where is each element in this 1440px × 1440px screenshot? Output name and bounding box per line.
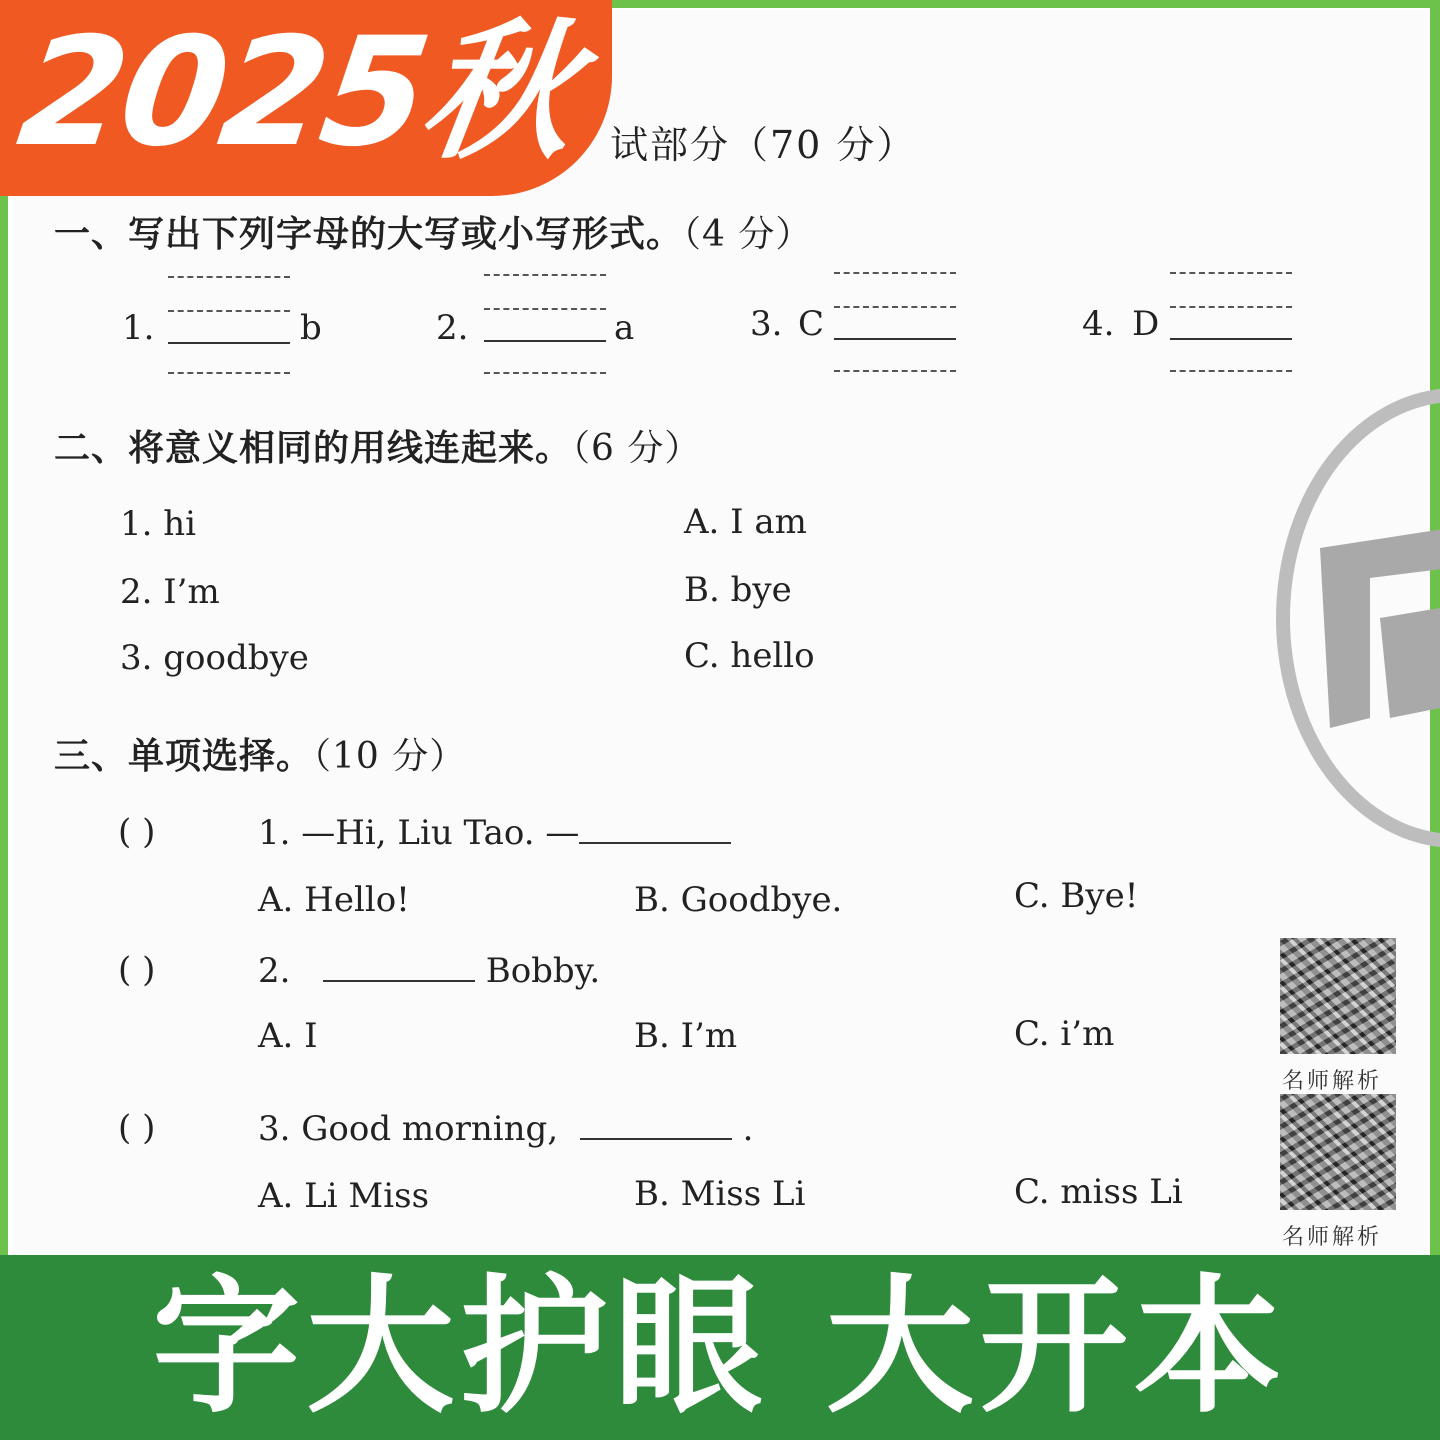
question-stem [258, 812, 731, 853]
option-b[interactable]: B. I’m [634, 1016, 738, 1056]
answer-line[interactable] [168, 342, 290, 344]
guide-line [1170, 370, 1292, 372]
guide-line [484, 372, 606, 374]
guide-line [484, 274, 606, 276]
item-number: 1. [122, 308, 155, 348]
guide-line [484, 308, 606, 310]
guide-line [834, 272, 956, 274]
item-number: 4. [1082, 304, 1115, 344]
option-c[interactable]: C. Bye! [1014, 876, 1139, 916]
stem-text-after: Bobby. [485, 951, 601, 991]
guide-line [168, 310, 290, 312]
promo-banner [0, 1255, 1440, 1440]
guide-line [834, 306, 956, 308]
item-number: 2. [436, 308, 469, 348]
guide-line [834, 370, 956, 372]
option-a[interactable]: A. Hello! [258, 880, 410, 920]
option-c[interactable]: C. i’m [1014, 1014, 1115, 1054]
answer-line[interactable] [834, 338, 956, 340]
given-letter: C [798, 304, 825, 344]
qr-label: 名师解析 [1282, 1225, 1383, 1250]
section1-heading [54, 206, 812, 257]
match-left-3[interactable]: 3. goodbye [120, 638, 309, 678]
answer-line[interactable] [484, 340, 606, 342]
question-stem [258, 1108, 753, 1149]
fill-blank[interactable] [580, 1108, 732, 1140]
guide-line [1170, 272, 1292, 274]
part-title: 试部分（70 分） [610, 123, 917, 167]
fill-blank[interactable] [579, 812, 731, 844]
section3-title: 三、单项选择。 [54, 736, 314, 777]
match-right-b[interactable]: B. bye [684, 570, 792, 610]
answer-line[interactable] [1170, 338, 1292, 340]
option-b[interactable]: B. Miss Li [634, 1174, 806, 1214]
match-left-1[interactable]: 1. hi [120, 504, 197, 544]
stem-text: 3. Good morning, [258, 1109, 559, 1149]
option-c[interactable]: C. miss Li [1014, 1172, 1183, 1212]
question-stem [258, 950, 600, 991]
guide-line [1170, 306, 1292, 308]
answer-parentheses[interactable]: ( ) [118, 812, 156, 852]
answer-parentheses[interactable]: ( ) [118, 950, 156, 990]
section1-title: 一、写出下列字母的大写或小写形式。 [54, 214, 684, 255]
item-number: 3. [750, 304, 783, 344]
qr-label: 名师解析 [1282, 1069, 1383, 1094]
option-b[interactable]: B. Goodbye. [634, 880, 843, 920]
given-letter: D [1132, 304, 1160, 344]
given-letter: a [614, 308, 635, 348]
section3-score: （10 分） [313, 736, 467, 777]
given-letter: b [300, 308, 322, 348]
stem-text: 2. [258, 951, 291, 991]
badge-text: 2025秋 [9, 6, 582, 180]
stem-text: 1. —Hi, Liu Tao. — [258, 813, 580, 853]
match-right-a[interactable]: A. I am [684, 502, 807, 542]
worksheet-page [14, 10, 1426, 1255]
answer-parentheses[interactable]: ( ) [118, 1108, 156, 1148]
stem-text-after: . [742, 1109, 754, 1149]
section3-heading [54, 728, 466, 779]
guide-line [168, 276, 290, 278]
fill-blank[interactable] [323, 950, 475, 982]
option-a[interactable]: A. I [258, 1016, 318, 1056]
section2-heading [54, 420, 701, 471]
match-right-c[interactable]: C. hello [684, 636, 815, 676]
qr-code-icon[interactable] [1280, 938, 1396, 1054]
banner-text: 字大护眼 大开本 [152, 1261, 1288, 1433]
match-left-2[interactable]: 2. I’m [120, 572, 220, 612]
section1-score: （4 分） [683, 214, 813, 255]
stamp-glyph-icon [1310, 508, 1440, 758]
qr-code-icon[interactable] [1280, 1094, 1396, 1210]
section2-score: （6 分） [572, 428, 702, 469]
option-a[interactable]: A. Li Miss [258, 1176, 430, 1216]
guide-line [168, 372, 290, 374]
promo-badge [0, 0, 612, 196]
section2-title: 二、将意义相同的用线连起来。 [54, 428, 573, 469]
